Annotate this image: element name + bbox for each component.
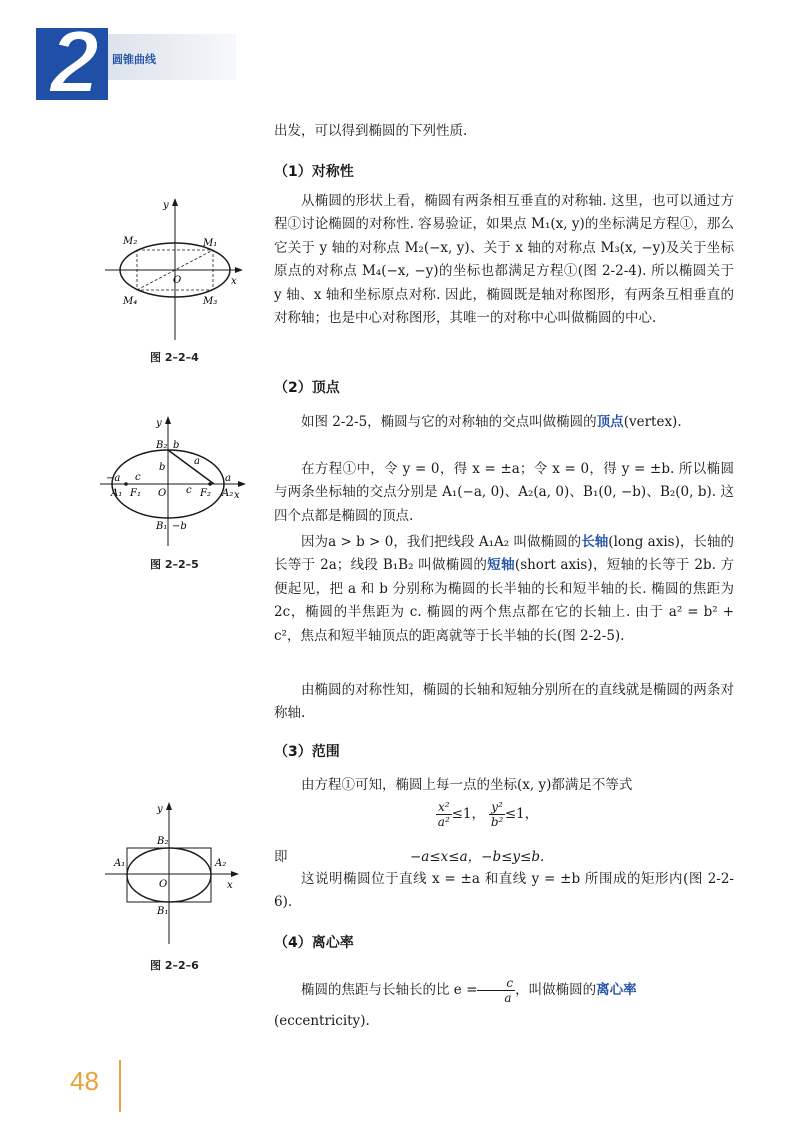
label-nb: −b bbox=[172, 521, 187, 532]
label-x: x bbox=[234, 490, 240, 501]
vertex-paragraph-4: 由椭圆的对称性知，椭圆的长轴和短轴分别所在的直线就是椭圆的两条对称轴. bbox=[274, 682, 734, 722]
range-paragraph-2: 这说明椭圆位于直线 x = ±a 和直线 y = ±b 所围成的矩形内(图 2-2-6). bbox=[274, 871, 734, 911]
vertex-paragraph-3 bbox=[274, 531, 734, 648]
vertex-p1-text-a: 如图 2-2-5，椭圆与它的对称轴的交点叫做椭圆的 bbox=[301, 414, 597, 430]
vertex-p3-text-b: (long axis)，长轴的长等于 2a；线段 B₁B₂ 叫做椭圆的 bbox=[274, 534, 734, 574]
y-arrow bbox=[172, 198, 178, 206]
label-b1: B₁ bbox=[156, 521, 168, 532]
frac-c-a: $\frac{c}{a}$ bbox=[477, 976, 515, 1005]
range-paragraph-1: 由方程①可知，椭圆上每一点的坐标(x, y)都满足不等式 bbox=[301, 777, 633, 793]
figure-2-2-4 bbox=[105, 192, 245, 342]
section-title-symmetry: （1）对称性 bbox=[274, 164, 354, 180]
label-a1: A₁ bbox=[114, 858, 126, 869]
figure-caption-2-2-5: 图 2–2–5 bbox=[150, 558, 199, 571]
range-inequality-2 bbox=[274, 845, 734, 865]
x-arrow bbox=[235, 267, 243, 273]
label-o: O bbox=[158, 488, 167, 499]
label-y: y bbox=[156, 418, 162, 429]
page-number-divider bbox=[119, 1060, 121, 1112]
chapter-title: 圆锥曲线 bbox=[112, 53, 156, 66]
ecc-text-b: ，叫做椭圆的 bbox=[515, 982, 597, 998]
label-c-right: c bbox=[186, 485, 192, 496]
ecc-text-a: 椭圆的焦距与长轴长的比 e = bbox=[301, 982, 478, 998]
vertex-paragraph-2: 在方程①中，令 y = 0，得 x = ±a；令 x = 0，得 y = ±b. 所以椭圆与两条坐标轴的交点分别是 A₁(−a, 0)、A₂(a, 0)、B₁(0, −b)、B₂(0, b). 这四个点都是椭圆的顶点. bbox=[274, 461, 734, 524]
label-a1: A₁ bbox=[111, 488, 123, 499]
keyword-long-axis: 长轴 bbox=[581, 534, 609, 550]
label-a2: A₂ bbox=[215, 858, 227, 869]
chapter-number: 2 bbox=[50, 12, 99, 111]
vertex-p3-text-c: (short axis)，短轴的长等于 2b. 方便起见，把 a 和 b 分别称为椭圆的长半轴的长和短半轴的长. 椭圆的焦距为 2c，椭圆的半焦距为 c. 椭圆的两个焦点都在它的长轴上. 由于 a² = b² + c²，焦点和短半轴顶点的距离就等于长半轴的长(图 2-2-5). bbox=[274, 557, 734, 644]
label-b2: B₂ bbox=[157, 836, 169, 847]
frac-x2-a2: $\frac{\text{x²}}{\text{a²}}$ bbox=[437, 800, 450, 829]
b2-f2-segment bbox=[168, 450, 214, 484]
section-title-vertex: （2）顶点 bbox=[274, 380, 340, 396]
label-y: y bbox=[163, 200, 169, 211]
figure-caption-2-2-4: 图 2–2–4 bbox=[150, 351, 199, 364]
label-o: O bbox=[159, 879, 168, 890]
label-x: x bbox=[227, 880, 233, 891]
x-arrow bbox=[238, 481, 246, 487]
label-a2: A₂ bbox=[222, 488, 234, 499]
label-na: −a bbox=[106, 473, 121, 484]
label-pb: b bbox=[173, 440, 180, 451]
section-title-eccentricity: （4）离心率 bbox=[274, 935, 354, 951]
keyword-short-axis: 短轴 bbox=[487, 557, 515, 574]
point-f1 bbox=[124, 482, 128, 486]
label-a-hyp: a bbox=[194, 456, 200, 467]
label-b-vertical: b bbox=[159, 462, 166, 473]
label-y: y bbox=[157, 804, 163, 815]
label-b2: B₂ bbox=[156, 440, 168, 451]
label-f1: F₁ bbox=[130, 488, 141, 499]
x-arrow bbox=[231, 871, 239, 877]
y-arrow bbox=[165, 416, 171, 424]
eccentricity-english: (eccentricity). bbox=[274, 1013, 370, 1029]
label-ji: 即 bbox=[274, 849, 288, 865]
vertex-p1-text-b: (vertex). bbox=[623, 414, 682, 430]
symmetry-paragraph: 从椭圆的形状上看，椭圆有两条相互垂直的对称轴. 这里，也可以通过方程①讨论椭圆的对称性. 容易验证，如果点 M₁(x, y)的坐标满足方程①，那么它关于 y 轴的对称点 M₂(−x, y)、关于 x 轴的对称点 M₃(x, −y)及关于坐标原点的对称点 M₄(−x, −y)的坐标也都满足方程①(图 2-2-4). 所以椭圆关于 y 轴、x 轴和坐标原点对称. 因此，椭圆既是轴对称图形，有两条互相垂直的对称轴；也是中心对称图形，其唯一的对称中心叫做椭圆的中心. bbox=[274, 193, 734, 327]
figure-2-2-6 bbox=[105, 796, 245, 946]
frac-y2-b2: $\frac{\text{y²}}{\text{b²}}$ bbox=[490, 800, 504, 829]
page-number: 48 bbox=[70, 1066, 99, 1096]
inequality-bounds: −a≤x≤a，−b≤y≤b. bbox=[410, 849, 545, 865]
label-x: x bbox=[231, 276, 237, 287]
range-inequality-1: $\frac{\text{x²}}{\text{a²}}$ ≤1， $\frac{\text{y²}}{\text{b²}}$ ≤1， bbox=[437, 800, 539, 829]
label-o: O bbox=[173, 275, 182, 286]
label-f2: F₂ bbox=[200, 488, 211, 499]
keyword-vertex: 顶点 bbox=[596, 414, 624, 430]
vertex-paragraph-1 bbox=[274, 411, 734, 434]
label-b1: B₁ bbox=[157, 906, 169, 917]
label-m4: M₄ bbox=[123, 296, 138, 307]
vertex-p3-text-a: 因为a > b > 0，我们把线段 A₁A₂ 叫做椭圆的 bbox=[301, 534, 582, 550]
label-c-left: c bbox=[135, 472, 141, 483]
label-pa: a bbox=[225, 473, 231, 484]
label-m1: M₁ bbox=[203, 238, 218, 249]
label-m2: M₂ bbox=[123, 236, 138, 247]
label-m3: M₃ bbox=[203, 296, 218, 307]
y-arrow bbox=[166, 802, 172, 810]
figure-2-2-5 bbox=[100, 412, 250, 548]
figure-caption-2-2-6: 图 2–2–6 bbox=[150, 959, 199, 972]
keyword-eccentricity: 离心率 bbox=[596, 982, 637, 998]
eccentricity-paragraph bbox=[274, 972, 734, 1008]
intro-text: 出发，可以得到椭圆的下列性质. bbox=[274, 123, 468, 139]
section-title-range: （3）范围 bbox=[274, 744, 340, 760]
point-f2 bbox=[208, 482, 212, 486]
